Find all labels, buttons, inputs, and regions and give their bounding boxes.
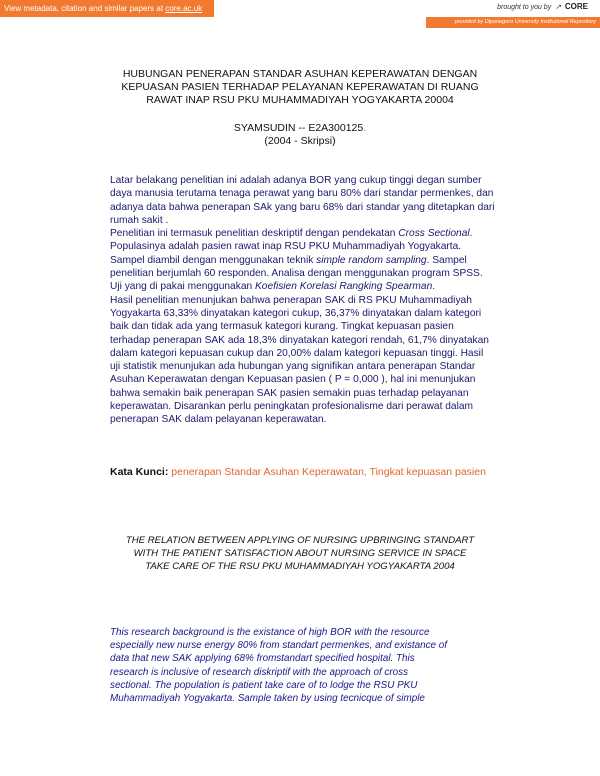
author-dot: . bbox=[363, 122, 367, 134]
english-title bbox=[100, 534, 500, 574]
abstract-indonesian bbox=[110, 174, 495, 427]
method-emphasis: Cross Sectional bbox=[398, 228, 470, 240]
thesis-year: (2004 - Skripsi) bbox=[264, 135, 336, 147]
method-emphasis: simple random sampling bbox=[316, 254, 427, 266]
english-abstract-line: data that new SAK applying 68% fromstandart specified hospital. This bbox=[110, 653, 415, 665]
english-title-line: TAKE CARE OF THE RSU PKU MUHAMMADIYAH YOGYAKARTA 2004 bbox=[145, 561, 455, 573]
english-title-line: THE RELATION BETWEEN APPLYING OF NURSING UPBRINGING STANDART bbox=[125, 535, 475, 546]
abstract-paragraph-method bbox=[110, 227, 495, 293]
provided-by-bar[interactable]: provided by Diponegoro University Institutional Repository bbox=[426, 17, 600, 28]
abstract-english bbox=[110, 626, 480, 705]
english-abstract-line: Muhammadiyah Yogyakarta. Sample taken by using tecnicque of simple bbox=[110, 693, 425, 705]
english-abstract-line: especially new nurse energy 80% from standart permenkes, and existance of bbox=[110, 640, 448, 652]
view-metadata-link[interactable] bbox=[0, 0, 214, 17]
author-line bbox=[150, 122, 450, 135]
english-abstract-line: This research background is the existance of high BOR with the resource bbox=[110, 627, 430, 638]
core-header-row bbox=[0, 0, 600, 17]
core-ac-uk-link[interactable]: core.ac.uk bbox=[165, 4, 203, 13]
english-title-line: WITH THE PATIENT SATISFACTION ABOUT NURSING SERVICE IN SPACE bbox=[133, 548, 467, 560]
abstract-paragraph-background: Latar belakang penelitian ini adalah adanya BOR yang cukup tinggi degan sumber daya manusia terutama tenaga perawat yang baru 80% dari standar permenkes, dan adanya data bahwa penerapan SAk yang baru 68% dari standar yang ditetapkan dari rumah sakit . bbox=[110, 175, 495, 226]
english-abstract-line: research is inclusive of research diskriptif with the approach of cross bbox=[110, 666, 409, 678]
abstract-paragraph-results: Hasil penelitian menunjukan bahwa penerapan SAK di RS PKU Muhammadiyah Yogyakarta 63,33% dinyatakan kategori cukup, 36,37% dinyatakan dalam kategori baik dan tidak ada yang termasuk kategori kurang. Tingkat kepuasan pasien terhadap penerapan SAK ada 18,3% dinyatakan kategori rendah, 61,7% dinyatakan dalam kategori kepuasan cukup dan 20,00% dalam kategori kepuasan tinggi. Hasil uji statistik menunjukan ada hubungan yang signifikan antara penerapan Standar Asuhan Keperawatan dengan Kepuasan pasien ( P = 0,000 ), hal ini menunjukan bahwa semakin baik penerapan SAK pasien semakin puas terhadap pelayanan keperawatan. Disarankan perlu peningkatan profesionalisme dari perawat dalam penerapan SAK dalam pelayanan keperawatan. bbox=[110, 294, 489, 426]
page-title bbox=[110, 68, 490, 107]
keywords bbox=[110, 465, 490, 479]
method-text: Penelitian ini termasuk penelitian deskriptif dengan pendekatan bbox=[110, 228, 399, 240]
method-text: . Sampel penelitian berjumlah 60 responden. Analisa dengan menggunakan program SPSS. Uji yang di pakai menggunakan bbox=[110, 254, 483, 293]
core-header bbox=[0, 0, 600, 30]
core-logo-icon: ↗ bbox=[553, 4, 563, 11]
method-emphasis: Koefisien Korelasi Rangking Spearman bbox=[254, 281, 433, 293]
keywords-text: penerapan Standar Asuhan Keperawatan, Tingkat kepuasan pasien bbox=[171, 466, 486, 478]
title-line: RAWAT INAP RSU PKU MUHAMMADIYAH YOGYAKARTA 20004 bbox=[146, 94, 454, 106]
core-logo: CORE bbox=[564, 2, 588, 11]
view-metadata-text: View metadata, citation and similar papers at bbox=[4, 4, 164, 13]
english-abstract-line: sectional. The population is patient take care of to lodge the RSU PKU bbox=[110, 679, 418, 691]
brought-by-text: brought to you by bbox=[497, 4, 552, 11]
keywords-label: Kata Kunci: bbox=[110, 466, 169, 478]
brought-to-you-by[interactable] bbox=[497, 2, 588, 11]
title-line: KEPUASAN PASIEN TERHADAP PELAYANAN KEPERAWATAN DI RUANG bbox=[121, 81, 479, 93]
method-text: . bbox=[432, 281, 436, 293]
author-block bbox=[150, 122, 450, 148]
method-text: . Populasinya adalah pasien rawat inap RSU PKU Muhammadiyah Yogyakarta. Sampel diambil dengan menggunakan teknik bbox=[110, 228, 473, 266]
title-line: HUBUNGAN PENERAPAN STANDAR ASUHAN KEPERAWATAN DENGAN bbox=[122, 68, 478, 80]
author-name: SYAMSUDIN -- E2A300125 bbox=[233, 122, 364, 134]
